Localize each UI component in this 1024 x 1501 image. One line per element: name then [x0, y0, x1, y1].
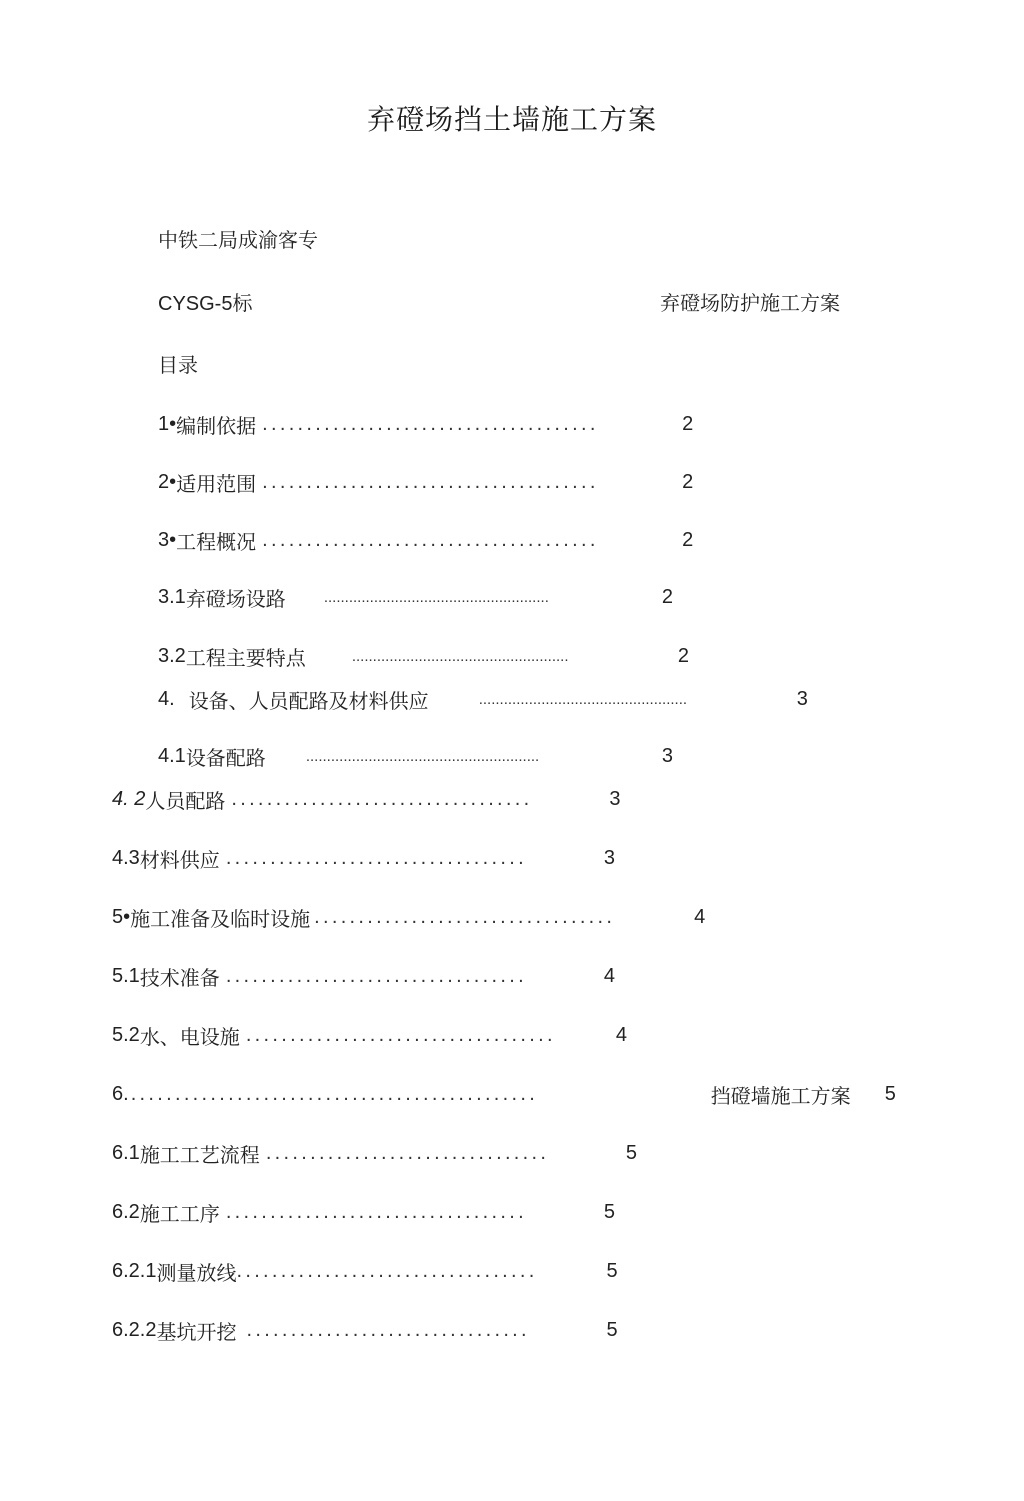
- toc-number: 1•: [158, 412, 177, 435]
- toc-label-tail: 挡磴墙施工方案: [710, 1085, 851, 1108]
- toc-leader: ......................................: [262, 412, 599, 435]
- toc-label: 测量放线: [156, 1262, 237, 1285]
- toc-label: 设备、人员配路及材料供应: [188, 690, 429, 713]
- toc-leader: ......................................: [262, 470, 599, 493]
- toc-entry[interactable]: [112, 1020, 627, 1050]
- toc-page: 3: [796, 687, 808, 710]
- toc-leader: ........................................................: [305, 747, 540, 765]
- toc-entry[interactable]: [112, 1197, 615, 1227]
- toc-entry[interactable]: [158, 467, 693, 497]
- toc-number: 5.1: [112, 964, 140, 987]
- toc-label: 人员配路: [145, 790, 226, 813]
- toc-leader: ..................................: [225, 964, 527, 987]
- toc-number: 6.2.2: [112, 1318, 157, 1341]
- toc-entry[interactable]: [112, 902, 705, 932]
- toc-entry[interactable]: [112, 1079, 896, 1109]
- toc-leader: ..................................: [231, 787, 533, 810]
- toc-label: 设备配路: [185, 747, 266, 770]
- toc-page: 2: [682, 412, 694, 435]
- toc-entry[interactable]: [158, 409, 693, 439]
- toc-number: 2•: [158, 470, 177, 493]
- toc-entry[interactable]: [112, 1256, 618, 1286]
- section-code: CYSG-5标: [158, 293, 253, 315]
- toc-page: 3: [603, 846, 615, 869]
- toc-number: 4.1: [158, 744, 186, 767]
- toc-entry[interactable]: [158, 741, 673, 771]
- toc-page: 5: [606, 1318, 618, 1341]
- toc-label: 适用范围: [176, 473, 257, 496]
- toc-leader: ..............................................: [130, 1082, 539, 1105]
- toc-leader: ....................................................: [351, 647, 569, 665]
- toc-page: 2: [677, 644, 689, 667]
- toc-leader: ..................................: [225, 1200, 527, 1223]
- toc-number: 4.3: [112, 846, 140, 869]
- toc-page: 5: [606, 1259, 618, 1282]
- toc-entry[interactable]: [112, 784, 620, 814]
- toc-page: 2: [661, 585, 673, 608]
- toc-page: 4: [694, 905, 706, 928]
- toc-label: 施工准备及临时设施: [130, 908, 311, 931]
- toc-entry[interactable]: [158, 641, 689, 671]
- toc-label: 施工工序: [139, 1203, 220, 1226]
- toc-label: 基坑开挖: [156, 1321, 237, 1344]
- toc-number: 6.2: [112, 1200, 140, 1223]
- toc-label: 工程主要特点: [185, 647, 306, 670]
- toc-label: 施工工艺流程: [139, 1144, 260, 1167]
- toc-leader: ................................: [265, 1141, 550, 1164]
- toc-entry[interactable]: [112, 961, 615, 991]
- toc-leader: ..................................: [314, 905, 616, 928]
- toc-leader: ..................................................: [478, 690, 688, 708]
- org-name: 中铁二局成渝客专: [158, 230, 318, 252]
- document-title: 弃磴场挡土墙施工方案: [366, 104, 657, 135]
- toc-number: 3•: [158, 528, 177, 551]
- toc-page: 4: [603, 964, 615, 987]
- toc-entry[interactable]: [158, 684, 808, 714]
- toc-number: 6.: [112, 1082, 129, 1105]
- toc-leader: ................................: [246, 1318, 530, 1341]
- toc-page: 3: [609, 787, 621, 810]
- toc-label: 工程概况: [176, 531, 257, 554]
- toc-leader: ......................................................: [323, 588, 549, 606]
- toc-number: 3.1: [158, 585, 186, 608]
- toc-number: 4.: [158, 687, 175, 710]
- toc-label: 技术准备: [139, 967, 220, 990]
- toc-number: 6.1: [112, 1141, 140, 1164]
- toc-page: 5: [603, 1200, 615, 1223]
- toc-page: 3: [661, 744, 673, 767]
- toc-page: 2: [682, 470, 694, 493]
- toc-entry[interactable]: [112, 843, 615, 873]
- toc-number: 5.2: [112, 1023, 140, 1046]
- toc-label: 材料供应: [139, 849, 220, 872]
- toc-leader: ...................................: [245, 1023, 556, 1046]
- toc-label: 弃磴场设路: [185, 588, 286, 611]
- toc-entry[interactable]: [112, 1315, 618, 1345]
- toc-number: 3.2: [158, 644, 186, 667]
- toc-label: 水、电设施: [139, 1026, 240, 1049]
- toc-entry[interactable]: [158, 582, 673, 612]
- running-header: 弃磴场防护施工方案: [660, 293, 840, 315]
- toc-leader: ..................................: [225, 846, 527, 869]
- toc-page: 5: [625, 1141, 637, 1164]
- toc-leader: ......................................: [262, 528, 599, 551]
- toc-page: 2: [682, 528, 694, 551]
- toc-page: 4: [615, 1023, 627, 1046]
- toc-page: 5: [884, 1082, 896, 1105]
- toc-leader: ..................................: [236, 1259, 538, 1282]
- toc-number: 4. 2: [112, 787, 146, 810]
- toc-entry[interactable]: [158, 525, 693, 555]
- toc-number: 5•: [112, 905, 131, 928]
- toc-entry[interactable]: [112, 1138, 637, 1168]
- toc-heading: 目录: [158, 355, 198, 377]
- toc-number: 6.2.1: [112, 1259, 157, 1282]
- toc-label: 编制依据: [176, 415, 257, 438]
